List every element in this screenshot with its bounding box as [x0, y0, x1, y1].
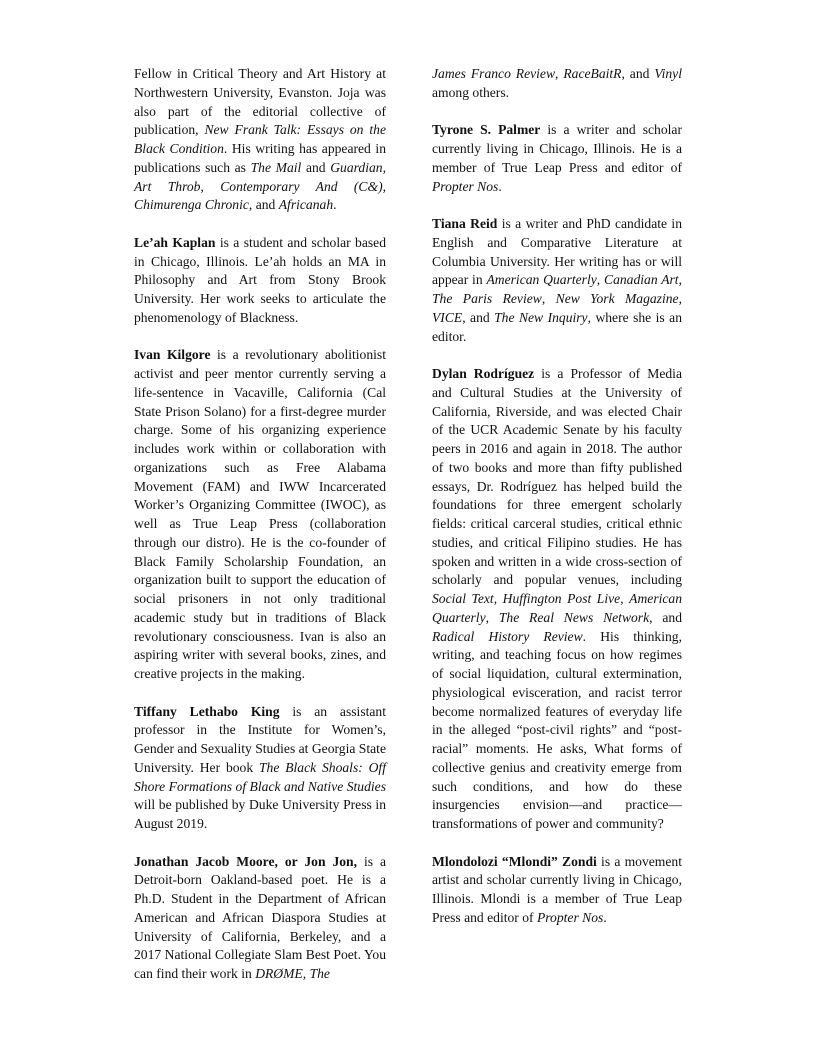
bio-text: ,: [678, 291, 682, 306]
publication-title: Social Text: [432, 591, 494, 606]
bio-text: is a writer and PhD candidate in English and Comparative Literature at Columbia University. Her writing has or will appear in: [432, 216, 682, 288]
bio-text: .: [498, 178, 502, 194]
author-name: Dylan Rodríguez: [432, 366, 535, 381]
publication-title: American Quarterly: [486, 272, 597, 288]
publication-title: Radical History Review: [432, 628, 583, 644]
bio-text: ,: [200, 178, 221, 194]
bio-text: is a revolutionary abolitionist activist and peer mentor currently serving a life-sentence in Vacaville, California (Cal State Prison Solano) for a first-degree murder charge. Some of his organizing experience includes work within or collaboration with organizations such as Free Alabama Movement (FAM) and IWW Incarcerated Worker’s Organizing Committee (IWOC), as well as True Leap Press (collaboration through our distro). He is the co-founder of Black Family Scholarship Foundation, an organization built to support the education of social prisoners in not only traditional academic study but in traditions of Black revolutionary consciousness. Ivan is also an aspiring writer with several books, zines, and creative projects in the making.: [134, 347, 386, 681]
publication-title: The Real News Network: [498, 609, 650, 625]
bio-paragraph: [432, 853, 682, 928]
bio-text: ,: [596, 272, 604, 288]
bio-paragraph: [134, 65, 386, 215]
bio-text: ,: [485, 609, 499, 625]
author-name: Le’ah Kaplan: [134, 234, 216, 250]
bio-text: ,: [302, 966, 310, 981]
bio-text: is a movement artist and scholar currently living in Chicago, Illinois. Mlondi is a member of True Leap Press and editor of: [432, 853, 682, 925]
bio-text: . His writing has appeared in publications such as: [134, 141, 386, 175]
publication-title: DRØME: [255, 966, 303, 981]
bio-paragraph: [134, 853, 386, 984]
publication-title: The: [309, 966, 330, 981]
bio-text: .: [603, 909, 607, 925]
bio-paragraph: [432, 215, 682, 346]
bio-text: is a Detroit-born Oakland-based poet. He is a Ph.D. Student in the Department of African American and African Diaspora Studies at University of California, Berkeley, and a 2017 National Collegiate Slam Best Poet. You can find their work in: [134, 853, 386, 981]
bio-text: is a writer and scholar currently living in Chicago, Illinois. He is a member of True Leap Press and editor of: [432, 122, 682, 175]
author-name: Tiana Reid: [432, 216, 498, 231]
bio-text: ,: [678, 272, 682, 288]
bio-text: ,: [541, 291, 556, 306]
bio-text: .: [333, 197, 337, 213]
bio-text: is a Professor of Media and Cultural Studies at the University of California, Riverside, and was elected Chair of the UCR Academic Senate by his faculty peers in 2016 and again in 2018. The author of two books and more than fifty published essays, Dr. Rodríguez has helped build the foundations for three emergent scholarly fields: critical carceral studies, critical ethnic studies, and critical Filipino studies. He has spoken and written in a wide cross-section of scholarly and popular venues, including: [432, 366, 682, 588]
bio-text: ,: [620, 591, 630, 606]
publication-title: James Franco Review: [432, 66, 556, 81]
left-column: [134, 65, 386, 1003]
bio-text: , where she is an editor.: [432, 309, 682, 344]
bio-text: among others.: [432, 84, 510, 100]
publication-title: VICE: [432, 309, 463, 325]
bio-text: Fellow in Critical Theory and Art History at Northwestern University, Evanston. Joja was also part of the editorial collective of publication,: [134, 66, 386, 138]
publication-title: Guardian, Art Throb: [134, 159, 386, 194]
bio-paragraph: [432, 365, 682, 834]
bio-paragraph: [134, 346, 386, 684]
publication-title: Huffington Post Live: [502, 591, 621, 606]
publication-title: The Black Shoals: Off Shore Formations of Black and Native Studies: [134, 759, 386, 794]
bio-paragraph: [432, 121, 682, 196]
publication-title: The New Inquiry: [494, 309, 588, 325]
bio-paragraph: [432, 65, 682, 103]
bio-text: is an assistant professor in the Institute for Women’s, Gender and Sexuality Studies at Georgia State University. Her book: [134, 703, 386, 775]
author-name: Jonathan Jacob Moore, or Jon Jon,: [134, 853, 358, 869]
bio-text: , and: [649, 609, 682, 625]
bio-text: , and: [462, 309, 495, 325]
author-name: Mlondolozi “Mlondi” Zondi: [432, 853, 597, 869]
author-name: Tiffany Lethabo King: [134, 703, 280, 719]
publication-title: Propter Nos: [432, 178, 499, 194]
author-name: Ivan Kilgore: [134, 347, 211, 363]
bio-text: ,: [555, 66, 564, 81]
bio-text: , and: [248, 197, 279, 213]
publication-title: Propter Nos: [536, 909, 604, 925]
publication-title: Contemporary And (C&), Chimurenga Chronic: [134, 178, 386, 213]
publication-title: The Paris Review: [432, 291, 542, 306]
bio-text: , and: [621, 66, 655, 81]
right-column: [432, 65, 682, 946]
publication-title: Vinyl: [654, 66, 682, 81]
bio-paragraph: [134, 703, 386, 834]
publication-title: American Quarterly: [432, 591, 683, 625]
author-name: Tyrone S. Palmer: [432, 122, 541, 138]
bio-text: ,: [493, 591, 503, 606]
bio-text: and: [301, 159, 331, 175]
bio-paragraph: [134, 234, 386, 328]
bio-text: will be published by Duke University Press in August 2019.: [134, 797, 386, 831]
publication-title: New Frank Talk: Essays on the Black Condition: [134, 122, 386, 156]
publication-title: New York Magazine: [555, 291, 679, 306]
publication-title: Africanah: [278, 197, 334, 213]
bio-text: is a student and scholar based in Chicago, Illinois. Le’ah holds an MA in Philosophy and Art from Stony Brook University. Her work seeks to articulate the phenomenology of Blackness.: [134, 234, 387, 325]
publication-title: Canadian Art: [604, 272, 679, 288]
publication-title: RaceBaitR: [563, 66, 622, 81]
bio-text: . His thinking, writing, and teaching focus on how regimes of social liquidation, cultural extermination, physiological evisceration, and racist terror become normalized features of everyday life in the alleged “post-civil rights” and “post-racial” moments. He asks, What forms of collective genius and creativity emerge from such conditions, and how do these insurgencies envision—and practice—transformations of power and community?: [432, 628, 682, 831]
publication-title: The Mail: [250, 159, 302, 175]
